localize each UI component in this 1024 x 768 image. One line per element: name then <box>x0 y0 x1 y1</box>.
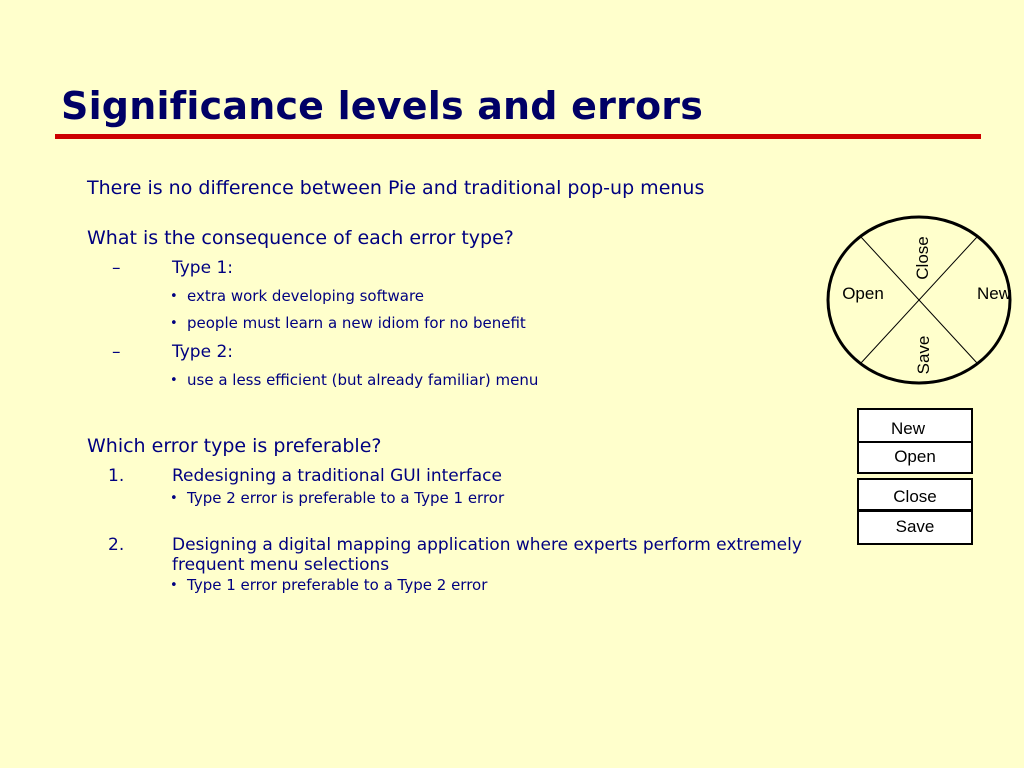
popup-item-new: New <box>857 408 973 443</box>
null-hypothesis-text: There is no difference between Pie and traditional pop-up menus <box>87 177 705 199</box>
bullet-dot: • <box>170 491 178 506</box>
popup-item-close: Close <box>857 478 973 511</box>
list-item: extra work developing software <box>187 287 425 305</box>
popup-item-open: Open <box>857 441 973 474</box>
pie-item-close: Close <box>913 236 932 280</box>
bullet-dot: • <box>170 289 178 304</box>
scenario-2-label-line2: frequent menu selections <box>172 555 390 575</box>
popup-item-save: Save <box>857 510 973 545</box>
list-item: Type 2 error is preferable to a Type 1 error <box>187 489 505 507</box>
list-item: Type 1 error preferable to a Type 2 error <box>187 576 488 594</box>
slide-title: Significance levels and errors <box>61 84 704 128</box>
pie-item-open: Open <box>842 284 884 303</box>
type-1-label: Type 1: <box>172 258 233 278</box>
list-marker: 2. <box>108 535 125 555</box>
bullet-dot: • <box>170 316 178 331</box>
list-marker: – <box>112 258 121 278</box>
list-marker: 1. <box>108 466 125 486</box>
pie-item-new: New <box>976 284 1012 303</box>
list-item: people must learn a new idiom for no benefit <box>187 314 526 332</box>
type-2-label: Type 2: <box>172 342 233 362</box>
title-underline <box>55 134 981 139</box>
scenario-2-label-line1: Designing a digital mapping application where experts perform extremely <box>172 535 802 555</box>
pie-menu-diagram <box>825 214 1021 386</box>
pie-item-save: Save <box>914 335 933 375</box>
bullet-dot: • <box>170 578 178 593</box>
list-marker: – <box>112 342 121 362</box>
question-preferable-error: Which error type is preferable? <box>87 435 382 457</box>
list-item: use a less efficient (but already familiar) menu <box>187 371 539 389</box>
bullet-dot: • <box>170 373 178 388</box>
question-error-consequence: What is the consequence of each error type? <box>87 227 514 249</box>
scenario-1-label: Redesigning a traditional GUI interface <box>172 466 502 486</box>
